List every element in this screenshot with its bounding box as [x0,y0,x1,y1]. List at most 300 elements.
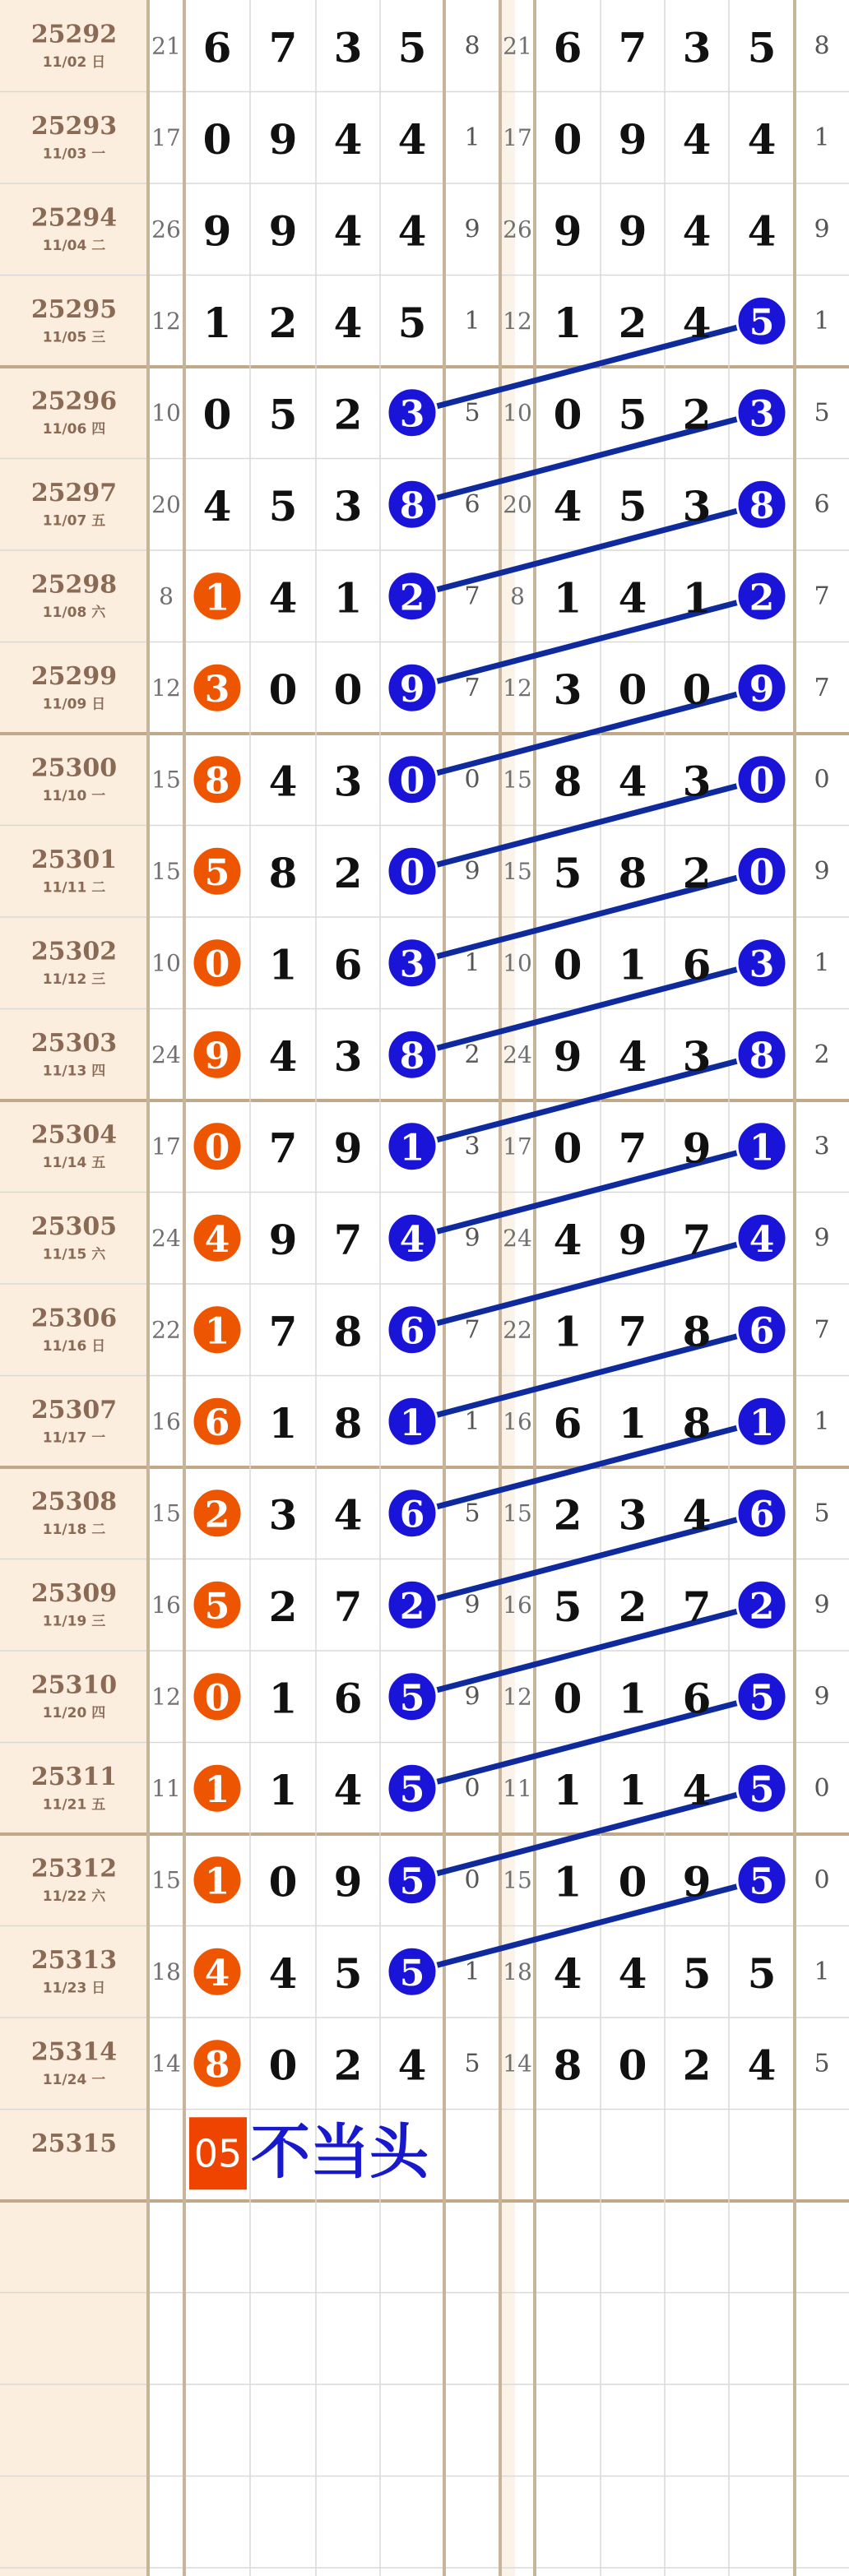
period-date: 11/11 二 [42,879,106,897]
digit: 3 [682,757,712,806]
ball-digit: 5 [749,1768,775,1811]
period-date: 11/05 三 [42,329,106,346]
sum-value-right: 15 [503,1499,532,1527]
digit: 2 [333,848,363,897]
sum-value-right: 12 [503,674,532,702]
digit: 4 [333,298,363,347]
sum-value-right: 15 [503,857,532,885]
digit: 4 [397,114,427,164]
digit: 4 [397,206,427,256]
digit: 8 [553,2041,582,2090]
digit: 5 [618,481,647,530]
ball-digit: 2 [399,577,425,619]
period-date: 11/10 一 [42,787,106,804]
tail-value-right: 9 [814,215,830,244]
ball-digit: 2 [204,1494,230,1536]
sum-value-right: 16 [503,1407,532,1435]
period-date: 11/16 日 [42,1337,106,1355]
tail-value-right: 0 [814,1773,830,1803]
digit: 4 [268,1031,298,1081]
sum-value: 24 [151,1224,181,1252]
ball-digit: 0 [399,851,425,894]
digit: 4 [268,757,298,806]
sum-value: 14 [151,2050,181,2078]
ball-digit: 2 [399,1585,425,1628]
digit: 8 [553,757,582,806]
tail-value: 9 [464,1590,480,1619]
digit: 4 [618,573,647,623]
digit: 3 [682,23,712,72]
digit: 6 [553,1398,582,1448]
sum-value-right: 24 [503,1224,532,1252]
ball-digit: 6 [399,1310,425,1353]
tail-value-right: 1 [814,1957,830,1986]
sum-value: 12 [151,674,181,702]
digit: 0 [553,390,582,439]
sum-value: 17 [151,1133,181,1161]
tail-value: 6 [464,489,480,519]
period-number: 25302 [30,937,118,966]
ball-digit: 9 [204,1035,230,1077]
period-number: 25299 [30,661,118,691]
ball-digit: 1 [204,1860,230,1903]
ball-digit: 1 [204,1768,230,1811]
digit: 1 [682,573,712,623]
tail-value: 1 [464,1406,480,1436]
digit: 5 [268,390,298,439]
ball-digit: 0 [749,851,775,894]
digit: 4 [553,1215,582,1264]
period-number: 25296 [30,387,118,416]
digit: 4 [747,206,777,256]
digit: 5 [553,848,582,897]
digit: 5 [682,1948,712,1998]
period-number: 25303 [30,1028,118,1058]
period-date: 11/06 四 [42,420,106,438]
digit: 7 [268,23,298,72]
sum-value: 8 [159,582,174,610]
period-number: 25292 [30,20,118,49]
period-date: 11/13 四 [42,1063,106,1080]
period-date: 11/12 三 [42,971,106,988]
digit: 1 [618,1674,647,1723]
digit: 4 [682,114,712,164]
ball-digit: 3 [399,943,425,986]
digit: 6 [333,1674,363,1723]
ball-digit: 8 [204,760,230,803]
digit: 3 [682,481,712,530]
digit: 6 [202,23,232,72]
sum-value: 22 [151,1316,181,1344]
tail-value-right: 7 [814,581,830,611]
sum-value-right: 16 [503,1591,532,1619]
ball-digit: 9 [399,668,425,711]
period-date: 11/14 五 [42,1154,106,1171]
prediction-period: 25315 [30,2129,118,2158]
digit: 0 [268,1857,298,1907]
digit: 1 [268,1398,298,1448]
digit: 0 [333,665,363,714]
digit: 4 [618,1031,647,1081]
digit: 0 [553,1124,582,1173]
sum-value-right: 22 [503,1316,532,1344]
sum-value: 24 [151,1040,181,1068]
ball-digit: 5 [399,1768,425,1811]
digit: 8 [333,1307,363,1356]
ball-digit: 0 [204,1677,230,1720]
digit: 9 [553,206,582,256]
ball-digit: 0 [399,760,425,803]
prediction-code: 05 [193,2131,243,2176]
digit: 9 [553,1031,582,1081]
digit: 0 [618,665,647,714]
tail-value: 5 [464,1499,480,1528]
tail-value: 0 [464,765,480,795]
tail-value: 7 [464,581,480,611]
sum-value: 15 [151,1499,181,1527]
digit: 2 [618,298,647,347]
ball-digit: 4 [204,1952,230,1995]
digit: 9 [268,206,298,256]
digit: 5 [553,1582,582,1631]
tail-value-right: 7 [814,673,830,702]
tail-value: 8 [464,31,480,61]
digit: 3 [333,481,363,530]
tail-value-right: 2 [814,1040,830,1069]
ball-digit: 8 [399,484,425,527]
digit: 9 [618,206,647,256]
digit: 9 [682,1857,712,1907]
period-number: 25295 [30,294,118,324]
sum-value-right: 8 [510,582,525,610]
digit: 3 [268,1490,298,1540]
digit: 4 [553,1948,582,1998]
tail-value: 9 [464,215,480,244]
tail-value-right: 1 [814,306,830,336]
tail-value: 0 [464,1865,480,1895]
sum-value: 12 [151,1683,181,1711]
sum-value: 18 [151,1957,181,1985]
digit: 9 [268,114,298,164]
tail-value: 5 [464,2049,480,2078]
digit: 2 [682,2041,712,2090]
ball-digit: 6 [749,1310,775,1353]
ball-digit: 8 [204,2044,230,2087]
ball-digit: 5 [749,301,775,344]
digit: 5 [618,390,647,439]
digit: 8 [268,848,298,897]
digit: 7 [682,1215,712,1264]
digit: 4 [747,2041,777,2090]
ball-digit: 4 [749,1218,775,1261]
digit: 9 [268,1215,298,1264]
period-date: 11/09 日 [42,696,106,713]
digit: 8 [618,848,647,897]
digit: 1 [268,940,298,989]
digit: 4 [333,114,363,164]
digit: 3 [618,1490,647,1540]
period-date: 11/23 日 [42,1980,106,1997]
tail-value: 1 [464,123,480,152]
period-date: 11/22 六 [42,1888,106,1905]
digit: 4 [682,298,712,347]
digit: 1 [553,1765,582,1814]
tail-value: 1 [464,306,480,336]
digit: 1 [553,1857,582,1907]
digit: 4 [268,573,298,623]
digit: 5 [268,481,298,530]
ball-digit: 5 [749,1677,775,1720]
ball-digit: 6 [749,1494,775,1536]
sum-value-right: 21 [503,32,532,60]
tail-value-right: 9 [814,1590,830,1619]
digit: 4 [397,2041,427,2090]
sum-value: 15 [151,766,181,794]
digit: 8 [682,1307,712,1356]
digit: 0 [202,114,232,164]
ball-digit: 8 [749,484,775,527]
period-number: 25297 [30,478,118,507]
period-number: 25301 [30,845,118,874]
digit: 6 [682,1674,712,1723]
period-date: 11/08 六 [42,604,106,621]
tail-value: 9 [464,1223,480,1253]
period-date: 11/15 六 [42,1246,106,1263]
tail-value-right: 9 [814,1682,830,1712]
ball-digit: 2 [749,577,775,619]
sum-value: 10 [151,949,181,977]
digit: 7 [268,1307,298,1356]
digit: 8 [333,1398,363,1448]
digit: 0 [618,2041,647,2090]
period-number: 25307 [30,1395,118,1425]
digit: 9 [202,206,232,256]
digit: 4 [682,1765,712,1814]
digit: 5 [397,23,427,72]
sum-value: 21 [151,32,181,60]
sum-value: 12 [151,307,181,335]
digit: 9 [618,114,647,164]
digit: 4 [682,1490,712,1540]
digit: 9 [333,1124,363,1173]
tail-value-right: 3 [814,1132,830,1161]
sum-value: 16 [151,1407,181,1435]
ball-digit: 5 [749,1860,775,1903]
ball-digit: 4 [399,1218,425,1261]
tail-value-right: 7 [814,1315,830,1345]
sum-value: 15 [151,1866,181,1894]
digit: 1 [268,1674,298,1723]
sum-value-right: 15 [503,1866,532,1894]
period-number: 25312 [30,1854,118,1883]
digit: 1 [618,940,647,989]
sum-value-right: 12 [503,307,532,335]
digit: 2 [333,390,363,439]
period-number: 25305 [30,1212,118,1241]
digit: 0 [553,114,582,164]
ball-digit: 3 [749,943,775,986]
period-date: 11/03 一 [42,146,106,163]
digit: 9 [682,1124,712,1173]
sum-value: 11 [151,1774,181,1802]
sum-value-right: 14 [503,2050,532,2078]
sum-value: 16 [151,1591,181,1619]
digit: 4 [333,1490,363,1540]
period-number: 25309 [30,1578,118,1608]
digit: 1 [553,298,582,347]
prediction-note: 不当头 [251,2117,429,2187]
ball-digit: 1 [749,1402,775,1444]
tail-value-right: 9 [814,1223,830,1253]
tail-value: 2 [464,1040,480,1069]
tail-value: 3 [464,1132,480,1161]
digit: 4 [618,757,647,806]
tail-value: 9 [464,1682,480,1712]
digit: 3 [333,1031,363,1081]
period-number: 25298 [30,570,118,600]
digit: 5 [747,1948,777,1998]
ball-digit: 5 [204,1585,230,1628]
period-number: 25308 [30,1487,118,1517]
tail-value: 5 [464,398,480,428]
tail-value-right: 5 [814,398,830,428]
digit: 3 [682,1031,712,1081]
tail-value: 1 [464,1957,480,1986]
sum-value-right: 17 [503,123,532,151]
ball-digit: 5 [399,1677,425,1720]
digit: 2 [268,298,298,347]
digit: 6 [333,940,363,989]
period-date: 11/02 日 [42,53,106,71]
digit: 2 [618,1582,647,1631]
period-number: 25311 [30,1762,118,1791]
period-number: 25300 [30,753,118,783]
period-date: 11/04 二 [42,237,106,254]
sum-value: 26 [151,215,181,243]
tail-value-right: 5 [814,1499,830,1528]
digit: 0 [268,665,298,714]
digit: 5 [333,1948,363,1998]
tail-value-right: 5 [814,2049,830,2078]
digit: 7 [682,1582,712,1631]
sum-value-right: 24 [503,1040,532,1068]
digit: 7 [333,1215,363,1264]
digit: 1 [553,1307,582,1356]
period-date: 11/17 一 [42,1429,106,1447]
period-date: 11/07 五 [42,512,106,530]
tail-value: 0 [464,1773,480,1803]
ball-digit: 3 [749,393,775,436]
sum-value-right: 26 [503,215,532,243]
sum-value-right: 17 [503,1133,532,1161]
digit: 0 [202,390,232,439]
ball-digit: 0 [204,943,230,986]
digit: 2 [268,1582,298,1631]
period-date: 11/20 四 [42,1704,106,1721]
digit: 1 [553,573,582,623]
tail-value: 7 [464,673,480,702]
ball-digit: 0 [204,1127,230,1170]
digit: 3 [333,23,363,72]
period-number: 25313 [30,1945,118,1975]
sum-value: 17 [151,123,181,151]
digit: 2 [682,848,712,897]
tail-value-right: 6 [814,489,830,519]
digit: 9 [333,1857,363,1907]
ball-digit: 1 [204,1310,230,1353]
ball-digit: 8 [399,1035,425,1077]
digit: 3 [333,757,363,806]
digit: 7 [618,1307,647,1356]
digit: 2 [553,1490,582,1540]
ball-digit: 5 [399,1952,425,1995]
digit: 1 [618,1398,647,1448]
sum-value-right: 11 [503,1774,532,1802]
digit: 0 [618,1857,647,1907]
digit: 8 [682,1398,712,1448]
sum-value-right: 20 [503,490,532,518]
digit: 0 [682,665,712,714]
digit: 5 [747,23,777,72]
digit: 4 [747,114,777,164]
period-date: 11/19 三 [42,1613,106,1630]
period-number: 25304 [30,1120,118,1150]
period-date: 11/21 五 [42,1796,106,1814]
ball-digit: 3 [399,393,425,436]
ball-digit: 5 [204,851,230,894]
tail-value-right: 1 [814,948,830,978]
ball-digit: 2 [749,1585,775,1628]
digit: 0 [553,1674,582,1723]
digit: 4 [682,206,712,256]
ball-digit: 1 [749,1127,775,1170]
digit: 4 [553,481,582,530]
digit: 0 [268,2041,298,2090]
tail-value-right: 0 [814,1865,830,1895]
digit: 4 [333,206,363,256]
digit: 2 [333,2041,363,2090]
sum-value-right: 12 [503,1683,532,1711]
ball-digit: 9 [749,668,775,711]
digit: 4 [268,1948,298,1998]
digit: 1 [202,298,232,347]
tail-value-right: 0 [814,765,830,795]
period-date: 11/24 一 [42,2071,106,2088]
digit: 4 [618,1948,647,1998]
digit: 1 [268,1765,298,1814]
ball-digit: 1 [399,1402,425,1444]
ball-digit: 1 [204,577,230,619]
sum-value: 15 [151,857,181,885]
digit: 7 [618,1124,647,1173]
digit: 4 [333,1765,363,1814]
digit: 9 [618,1215,647,1264]
digit: 7 [333,1582,363,1631]
ball-digit: 8 [749,1035,775,1077]
sum-value-right: 15 [503,766,532,794]
ball-digit: 5 [399,1860,425,1903]
period-number: 25314 [30,2037,118,2067]
tail-value-right: 1 [814,1406,830,1436]
digit: 0 [553,940,582,989]
period-number: 25294 [30,203,118,233]
tail-value: 1 [464,948,480,978]
period-number: 25310 [30,1670,118,1700]
period-date: 11/18 二 [42,1521,106,1538]
ball-digit: 6 [399,1494,425,1536]
digit: 1 [333,573,363,623]
sum-value-right: 10 [503,949,532,977]
